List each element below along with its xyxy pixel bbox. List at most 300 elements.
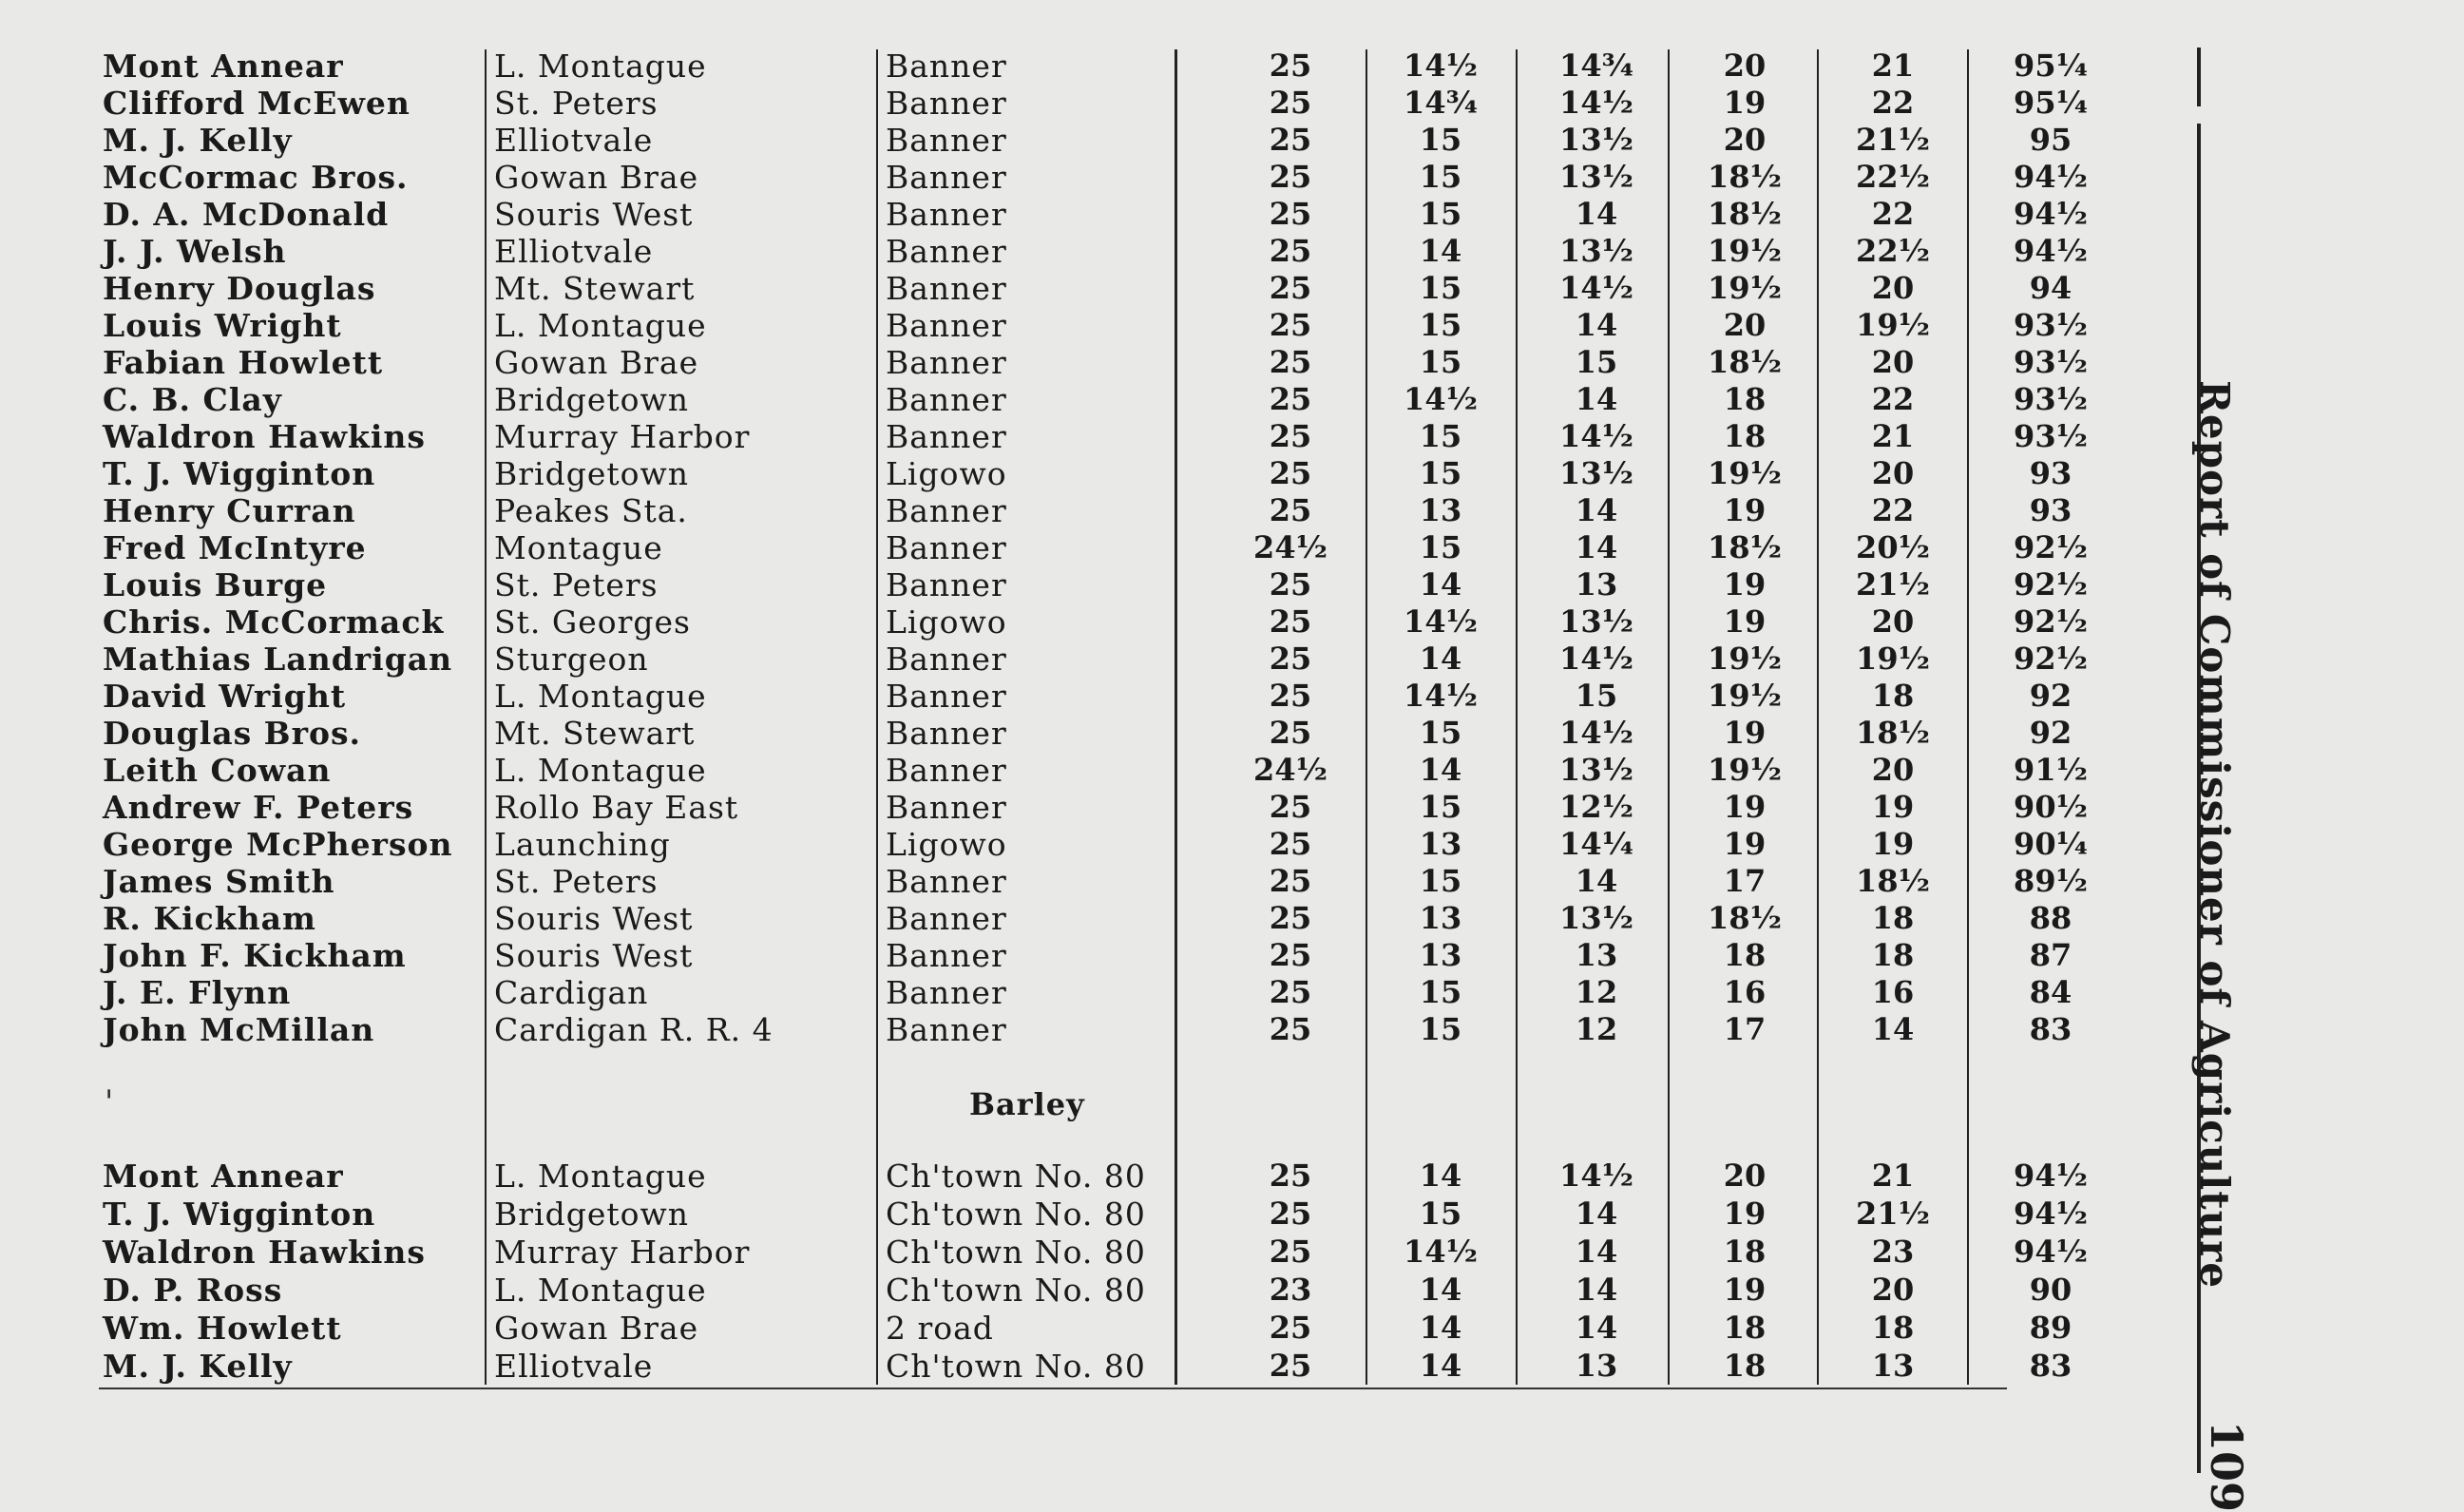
score-cell: 15 [1419, 196, 1462, 232]
score-cell: 15 [1419, 974, 1462, 1010]
grower-name: James Smith [103, 863, 335, 900]
grower-location: St. Peters [494, 85, 659, 122]
score-cell: 93½ [2014, 418, 2088, 454]
score-cell: 95¼ [2014, 85, 2088, 121]
score-cell: 14½ [1559, 715, 1633, 751]
score-cell: 90 [2029, 1272, 2072, 1308]
variety: Ch'town No. 80 [886, 1158, 1146, 1195]
score-cell: 19 [1723, 603, 1767, 640]
table-row [0, 1348, 2464, 1385]
score-cell: 20 [1723, 1158, 1767, 1194]
score-cell: 13½ [1559, 752, 1633, 788]
score-cell: 19 [1871, 789, 1915, 825]
score-cell: 25 [1269, 974, 1312, 1010]
grower-location: L. Montague [494, 678, 707, 715]
score-cell: 93 [2029, 455, 2072, 491]
section-title-barley: Barley [969, 1086, 1085, 1122]
score-cell: 20 [1871, 752, 1915, 788]
grower-location: Gowan Brae [494, 159, 699, 196]
score-cell: 25 [1269, 715, 1312, 751]
score-cell: 19½ [1708, 678, 1782, 714]
score-cell: 25 [1269, 418, 1312, 454]
grower-location: Murray Harbor [494, 418, 751, 455]
grower-name: R. Kickham [103, 900, 316, 937]
table-row [0, 196, 2464, 233]
score-cell: 89½ [2014, 863, 2088, 899]
grower-name: David Wright [103, 678, 347, 715]
score-cell: 94½ [2014, 1158, 2088, 1194]
variety: Banner [886, 418, 1007, 455]
grower-name: Leith Cowan [103, 752, 332, 789]
variety: Banner [886, 270, 1007, 307]
grower-name: C. B. Clay [103, 381, 282, 418]
grower-name: T. J. Wigginton [103, 455, 376, 492]
score-cell: 95¼ [2014, 48, 2088, 84]
score-cell: 20 [1723, 122, 1767, 158]
score-cell: 20 [1871, 344, 1915, 380]
score-cell: 19½ [1708, 752, 1782, 788]
grower-name: D. P. Ross [103, 1272, 283, 1309]
score-cell: 13½ [1559, 603, 1633, 640]
score-cell: 14¾ [1404, 85, 1478, 121]
variety: Banner [886, 159, 1007, 196]
variety: Banner [886, 789, 1007, 826]
score-cell: 25 [1269, 85, 1312, 121]
score-cell: 13 [1419, 826, 1462, 862]
score-cell: 18½ [1856, 863, 1930, 899]
table-row [0, 48, 2464, 85]
table-row [0, 566, 2464, 603]
score-cell: 25 [1269, 307, 1312, 343]
score-cell: 22½ [1856, 233, 1930, 269]
score-cell: 25 [1269, 48, 1312, 84]
score-cell: 93½ [2014, 344, 2088, 380]
score-cell: 21½ [1856, 1196, 1930, 1232]
variety: Banner [886, 974, 1007, 1011]
score-cell: 15 [1575, 678, 1618, 714]
table-row [0, 455, 2464, 492]
score-cell: 14½ [1404, 381, 1478, 417]
grower-location: Launching [494, 826, 671, 863]
score-cell: 22 [1871, 196, 1915, 232]
variety: Banner [886, 492, 1007, 529]
score-cell: 23 [1871, 1234, 1915, 1270]
score-cell: 18 [1723, 1348, 1767, 1384]
score-cell: 19 [1723, 826, 1767, 862]
table-row [0, 492, 2464, 529]
score-cell: 94½ [2014, 196, 2088, 232]
table-row [0, 418, 2464, 455]
score-cell: 14 [1575, 1196, 1618, 1232]
score-cell: 20 [1871, 455, 1915, 491]
grower-name: M. J. Kelly [103, 122, 293, 159]
score-cell: 18 [1723, 1234, 1767, 1270]
score-cell: 15 [1419, 715, 1462, 751]
score-cell: 19 [1723, 492, 1767, 528]
variety: Ch'town No. 80 [886, 1196, 1146, 1233]
table-row [0, 270, 2464, 307]
score-cell: 92½ [2014, 603, 2088, 640]
score-cell: 94½ [2014, 1196, 2088, 1232]
variety: Ch'town No. 80 [886, 1272, 1146, 1309]
score-cell: 94 [2029, 270, 2072, 306]
score-cell: 25 [1269, 900, 1312, 936]
score-cell: 15 [1419, 1196, 1462, 1232]
grower-location: St. Peters [494, 863, 659, 900]
grower-name: Louis Burge [103, 566, 328, 603]
score-cell: 25 [1269, 1234, 1312, 1270]
score-cell: 14 [1419, 1272, 1462, 1308]
variety: Banner [886, 900, 1007, 937]
score-cell: 13½ [1559, 455, 1633, 491]
grower-name: Waldron Hawkins [103, 1234, 427, 1271]
score-cell: 14½ [1559, 85, 1633, 121]
variety: Banner [886, 85, 1007, 122]
grower-name: Louis Wright [103, 307, 342, 344]
grower-location: Bridgetown [494, 1196, 689, 1233]
grower-location: L. Montague [494, 307, 707, 344]
score-cell: 18 [1723, 418, 1767, 454]
score-cell: 25 [1269, 492, 1312, 528]
score-cell: 15 [1419, 270, 1462, 306]
score-cell: 21½ [1856, 122, 1930, 158]
score-cell: 25 [1269, 789, 1312, 825]
score-cell: 13½ [1559, 122, 1633, 158]
grower-location: Mt. Stewart [494, 715, 696, 752]
grower-location: Murray Harbor [494, 1234, 751, 1271]
score-cell: 14¾ [1559, 48, 1633, 84]
score-cell: 14½ [1559, 270, 1633, 306]
grower-location: Cardigan [494, 974, 649, 1011]
score-cell: 24½ [1253, 752, 1328, 788]
score-cell: 22 [1871, 381, 1915, 417]
score-cell: 18½ [1708, 159, 1782, 195]
grower-name: Andrew F. Peters [103, 789, 414, 826]
score-cell: 19½ [1708, 233, 1782, 269]
score-cell: 89 [2029, 1310, 2072, 1346]
score-cell: 19 [1723, 789, 1767, 825]
score-cell: 20 [1871, 603, 1915, 640]
score-cell: 20 [1723, 48, 1767, 84]
score-cell: 15 [1575, 344, 1618, 380]
score-cell: 94½ [2014, 159, 2088, 195]
score-cell: 14½ [1559, 1158, 1633, 1194]
variety: Banner [886, 233, 1007, 270]
score-cell: 83 [2029, 1348, 2072, 1384]
score-cell: 14 [1575, 381, 1618, 417]
score-cell: 16 [1723, 974, 1767, 1010]
score-cell: 14 [1575, 196, 1618, 232]
grower-name: D. A. McDonald [103, 196, 390, 233]
grower-name: J. E. Flynn [103, 974, 292, 1011]
score-cell: 19½ [1708, 641, 1782, 677]
variety: Banner [886, 715, 1007, 752]
score-cell: 14½ [1404, 678, 1478, 714]
table-row [0, 1011, 2464, 1048]
score-cell: 13 [1419, 900, 1462, 936]
score-cell: 91½ [2014, 752, 2088, 788]
grower-name: Mathias Landrigan [103, 641, 453, 678]
score-cell: 88 [2029, 900, 2072, 936]
table-row [0, 789, 2464, 826]
grower-name: Henry Curran [103, 492, 356, 529]
score-cell: 14 [1419, 233, 1462, 269]
score-cell: 14 [1419, 1310, 1462, 1346]
grower-location: Cardigan R. R. 4 [494, 1011, 774, 1048]
grower-location: Elliotvale [494, 233, 654, 270]
variety: 2 road [886, 1310, 994, 1347]
score-cell: 25 [1269, 641, 1312, 677]
score-cell: 25 [1269, 863, 1312, 899]
score-cell: 14 [1871, 1011, 1915, 1047]
grower-location: St. Peters [494, 566, 659, 603]
variety: Banner [886, 1011, 1007, 1048]
score-cell: 93 [2029, 492, 2072, 528]
table-row [0, 937, 2464, 974]
score-cell: 13 [1575, 566, 1618, 603]
grower-name: Mont Annear [103, 1158, 344, 1195]
grower-name: Wm. Howlett [103, 1310, 342, 1347]
grower-name: Chris. McCormack [103, 603, 445, 641]
score-cell: 23 [1269, 1272, 1312, 1308]
score-cell: 19½ [1708, 270, 1782, 306]
grower-name: John F. Kickham [103, 937, 407, 974]
grower-name: Mont Annear [103, 48, 344, 85]
score-cell: 25 [1269, 826, 1312, 862]
grower-location: Montague [494, 529, 663, 566]
grower-name: Waldron Hawkins [103, 418, 427, 455]
table-row [0, 974, 2464, 1011]
score-cell: 14 [1575, 307, 1618, 343]
score-cell: 18 [1723, 381, 1767, 417]
score-cell: 13 [1871, 1348, 1915, 1384]
score-cell: 18 [1871, 1310, 1915, 1346]
table-row [0, 678, 2464, 715]
score-cell: 15 [1419, 122, 1462, 158]
variety: Banner [886, 344, 1007, 381]
grower-location: Souris West [494, 937, 694, 974]
variety: Ligowo [886, 603, 1007, 641]
score-cell: 93½ [2014, 381, 2088, 417]
score-cell: 93½ [2014, 307, 2088, 343]
score-cell: 13½ [1559, 159, 1633, 195]
score-cell: 12 [1575, 1011, 1618, 1047]
grower-name: John McMillan [103, 1011, 375, 1048]
score-cell: 90¼ [2014, 826, 2088, 862]
score-cell: 84 [2029, 974, 2072, 1010]
score-cell: 18½ [1708, 196, 1782, 232]
score-cell: 14 [1575, 1310, 1618, 1346]
score-cell: 20 [1723, 307, 1767, 343]
score-cell: 24½ [1253, 529, 1328, 565]
score-cell: 94½ [2014, 1234, 2088, 1270]
variety: Banner [886, 641, 1007, 678]
score-cell: 15 [1419, 418, 1462, 454]
variety: Banner [886, 122, 1007, 159]
score-cell: 92½ [2014, 566, 2088, 603]
score-cell: 18½ [1708, 900, 1782, 936]
score-cell: 22 [1871, 492, 1915, 528]
grower-name: M. J. Kelly [103, 1348, 293, 1385]
variety: Banner [886, 566, 1007, 603]
grower-name: J. J. Welsh [103, 233, 287, 270]
score-cell: 25 [1269, 344, 1312, 380]
score-cell: 19 [1871, 826, 1915, 862]
grower-location: Elliotvale [494, 122, 654, 159]
table-row [0, 344, 2464, 381]
score-cell: 19 [1723, 1196, 1767, 1232]
score-cell: 25 [1269, 1158, 1312, 1194]
variety: Ligowo [886, 826, 1007, 863]
score-cell: 14 [1419, 566, 1462, 603]
variety: Banner [886, 196, 1007, 233]
score-cell: 19 [1723, 1272, 1767, 1308]
score-cell: 92½ [2014, 529, 2088, 565]
score-cell: 18 [1871, 678, 1915, 714]
score-cell: 19 [1723, 715, 1767, 751]
table-row [0, 863, 2464, 900]
score-cell: 22½ [1856, 159, 1930, 195]
score-cell: 15 [1419, 529, 1462, 565]
score-cell: 25 [1269, 455, 1312, 491]
grower-name: Henry Douglas [103, 270, 376, 307]
score-cell: 21 [1871, 1158, 1915, 1194]
score-cell: 14½ [1559, 418, 1633, 454]
variety: Banner [886, 937, 1007, 974]
grower-location: Rollo Bay East [494, 789, 739, 826]
variety: Ligowo [886, 455, 1007, 492]
variety: Banner [886, 678, 1007, 715]
grower-location: Mt. Stewart [494, 270, 696, 307]
score-cell: 19½ [1708, 455, 1782, 491]
score-cell: 25 [1269, 603, 1312, 640]
variety: Banner [886, 381, 1007, 418]
score-cell: 14 [1575, 1272, 1618, 1308]
grower-location: Peakes Sta. [494, 492, 688, 529]
score-cell: 14 [1575, 1234, 1618, 1270]
table-row [0, 603, 2464, 641]
table-row [0, 715, 2464, 752]
score-cell: 21½ [1856, 566, 1930, 603]
grower-name: T. J. Wigginton [103, 1196, 376, 1233]
table-row [0, 233, 2464, 270]
score-cell: 14½ [1559, 641, 1633, 677]
table-row [0, 1196, 2464, 1233]
grower-location: L. Montague [494, 1272, 707, 1309]
table-row [0, 1234, 2464, 1271]
score-cell: 83 [2029, 1011, 2072, 1047]
score-cell: 13½ [1559, 900, 1633, 936]
score-cell: 22 [1871, 85, 1915, 121]
score-cell: 19 [1723, 566, 1767, 603]
score-cell: 12½ [1559, 789, 1633, 825]
grower-name: George McPherson [103, 826, 453, 863]
grower-name: Clifford McEwen [103, 85, 411, 122]
score-cell: 25 [1269, 1011, 1312, 1047]
table-row [0, 122, 2464, 159]
score-cell: 18 [1871, 937, 1915, 973]
score-cell: 13½ [1559, 233, 1633, 269]
score-cell: 25 [1269, 937, 1312, 973]
score-cell: 14½ [1404, 1234, 1478, 1270]
score-cell: 18 [1723, 937, 1767, 973]
score-cell: 19½ [1856, 307, 1930, 343]
score-cell: 92 [2029, 715, 2072, 751]
score-cell: 92½ [2014, 641, 2088, 677]
grower-location: Souris West [494, 196, 694, 233]
grower-location: Souris West [494, 900, 694, 937]
table-row [0, 752, 2464, 789]
variety: Ch'town No. 80 [886, 1234, 1146, 1271]
score-cell: 14½ [1404, 603, 1478, 640]
score-cell: 90½ [2014, 789, 2088, 825]
score-cell: 13 [1419, 492, 1462, 528]
score-cell: 25 [1269, 159, 1312, 195]
score-cell: 14 [1575, 492, 1618, 528]
score-cell: 18 [1871, 900, 1915, 936]
score-cell: 14 [1419, 641, 1462, 677]
score-cell: 25 [1269, 1196, 1312, 1232]
score-cell: 25 [1269, 381, 1312, 417]
score-cell: 21 [1871, 418, 1915, 454]
table-row [0, 641, 2464, 678]
score-cell: 25 [1269, 122, 1312, 158]
score-cell: 13 [1575, 1348, 1618, 1384]
score-cell: 14 [1575, 529, 1618, 565]
score-cell: 15 [1419, 344, 1462, 380]
score-cell: 94½ [2014, 233, 2088, 269]
score-cell: 14 [1419, 1348, 1462, 1384]
variety: Banner [886, 529, 1007, 566]
score-cell: 18½ [1708, 344, 1782, 380]
score-cell: 14½ [1404, 48, 1478, 84]
score-cell: 15 [1419, 789, 1462, 825]
table-row [0, 529, 2464, 566]
grower-name: Fred McIntyre [103, 529, 367, 566]
score-cell: 14 [1419, 1158, 1462, 1194]
score-cell: 25 [1269, 233, 1312, 269]
score-cell: 18½ [1856, 715, 1930, 751]
table-row [0, 1158, 2464, 1195]
grower-name: Fabian Howlett [103, 344, 384, 381]
score-cell: 20½ [1856, 529, 1930, 565]
score-cell: 95 [2029, 122, 2072, 158]
score-cell: 20 [1871, 1272, 1915, 1308]
variety: Banner [886, 48, 1007, 85]
score-cell: 17 [1723, 863, 1767, 899]
score-cell: 20 [1871, 270, 1915, 306]
score-cell: 25 [1269, 1348, 1312, 1384]
grower-location: Elliotvale [494, 1348, 654, 1385]
score-cell: 13 [1575, 937, 1618, 973]
variety: Banner [886, 752, 1007, 789]
score-cell: 15 [1419, 307, 1462, 343]
variety: Banner [886, 863, 1007, 900]
score-cell: 18 [1723, 1310, 1767, 1346]
score-cell: 14¼ [1559, 826, 1633, 862]
grower-location: L. Montague [494, 48, 707, 85]
score-cell: 25 [1269, 566, 1312, 603]
score-cell: 12 [1575, 974, 1618, 1010]
score-cell: 25 [1269, 1310, 1312, 1346]
score-cell: 15 [1419, 1011, 1462, 1047]
score-cell: 17 [1723, 1011, 1767, 1047]
score-cell: 16 [1871, 974, 1915, 1010]
grower-name: Douglas Bros. [103, 715, 362, 752]
score-cell: 14 [1575, 863, 1618, 899]
score-cell: 14 [1419, 752, 1462, 788]
score-cell: 87 [2029, 937, 2072, 973]
